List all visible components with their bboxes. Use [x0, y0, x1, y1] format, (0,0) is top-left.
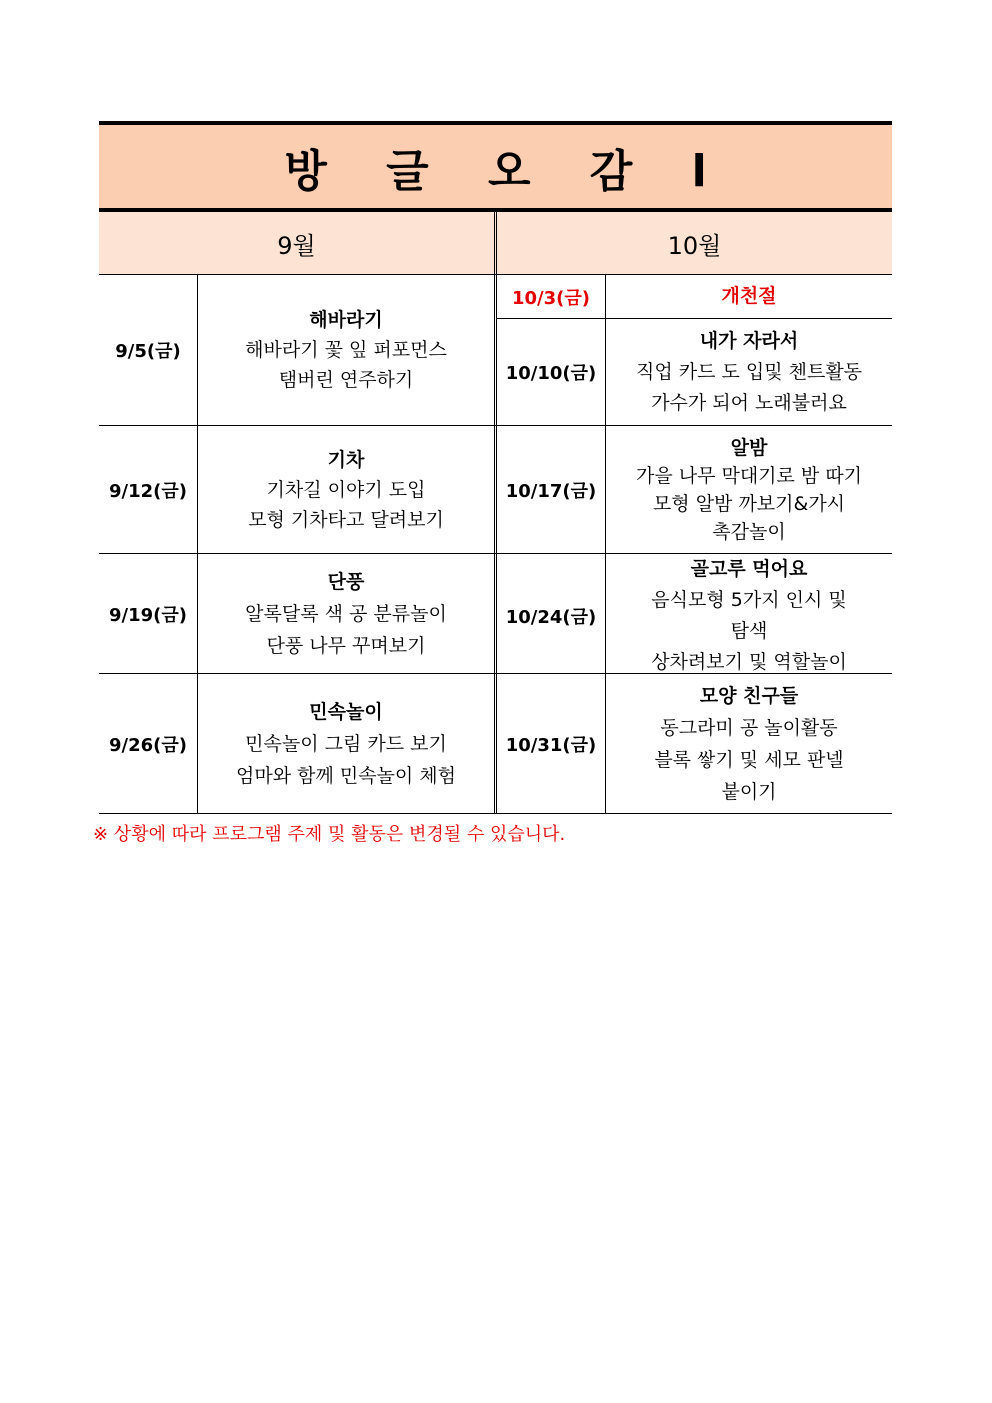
sep-date-cell: 9/19(금)	[99, 554, 198, 673]
oct-date-cell: 10/3(금)	[497, 275, 606, 318]
oct-block	[497, 554, 892, 673]
schedule-change-note: ※ 상황에 따라 프로그램 주제 및 활동은 변경될 수 있습니다.	[93, 824, 566, 845]
activity-line: 모형 알밤 까보기&가시	[652, 492, 846, 515]
activity-line: 가수가 되어 노래불러요	[651, 391, 847, 414]
sep-topic: 해바라기	[309, 309, 383, 331]
table-row	[99, 426, 892, 554]
oct-subrow	[497, 674, 892, 813]
activity-line: 상차려보기 및 역할놀이	[651, 651, 847, 673]
oct-topic: 내가 자라서	[699, 329, 799, 352]
oct-date-cell: 10/31(금)	[497, 674, 606, 813]
oct-content-cell	[606, 426, 892, 553]
oct-subrow	[497, 318, 892, 425]
oct-date-cell: 10/10(금)	[497, 319, 606, 425]
schedule-sheet	[99, 121, 892, 814]
oct-block	[497, 426, 892, 553]
sep-content-cell	[198, 275, 494, 425]
oct-block	[497, 674, 892, 813]
oct-date-cell: 10/24(금)	[497, 554, 606, 678]
activity-line: 알록달록 색 공 분류놀이	[245, 602, 447, 625]
oct-content-cell	[606, 554, 892, 678]
sep-content-cell	[198, 674, 494, 813]
activity-line: 민속놀이 그림 카드 보기	[245, 732, 447, 755]
oct-subrow	[497, 554, 892, 678]
month-header-october: 10월	[667, 231, 722, 260]
activity-line: 엄마와 함께 민속놀이 체험	[235, 764, 456, 787]
page-title: 방 글 오 감 l	[284, 145, 729, 197]
table-row	[99, 674, 892, 814]
sep-content-cell	[198, 426, 494, 553]
activity-line: 블록 쌓기 및 세모 판넬	[654, 748, 844, 771]
sep-topic: 기차	[327, 448, 365, 471]
activity-line: 해바라기 꽃 잎 퍼포먼스	[245, 339, 447, 361]
sep-date-cell: 9/26(금)	[99, 674, 198, 813]
month-header-september: 9월	[277, 231, 316, 260]
activity-line: 붙이기	[721, 780, 777, 803]
oct-topic: 골고루 먹어요	[690, 558, 808, 580]
activity-line: 음식모형 5가지 인시 및	[651, 589, 847, 611]
oct-content-cell	[606, 674, 892, 813]
oct-subrow	[497, 275, 892, 318]
holiday-label: 개천절	[721, 285, 777, 307]
activity-line: 동그라미 공 놀이활동	[660, 716, 838, 739]
oct-subrow	[497, 426, 892, 553]
sep-topic: 단풍	[327, 570, 365, 593]
activity-line: 탐색	[730, 620, 768, 642]
activity-line: 직업 카드 도 입및 첸트활동	[635, 360, 863, 383]
oct-topic: 알밤	[730, 436, 768, 459]
month-header-row	[99, 212, 892, 275]
title-bar	[99, 121, 892, 212]
activity-line: 촉감놀이	[712, 520, 786, 543]
oct-topic: 모양 친구들	[699, 684, 799, 707]
sep-content-cell	[198, 554, 494, 673]
activity-line: 모형 기차타고 달려보기	[248, 508, 444, 531]
oct-content-cell	[606, 319, 892, 425]
oct-date-cell: 10/17(금)	[497, 426, 606, 553]
oct-block	[497, 275, 892, 425]
sep-topic: 민속놀이	[309, 700, 383, 723]
table-row	[99, 275, 892, 426]
sep-date-cell: 9/5(금)	[99, 275, 198, 425]
sep-date-cell: 9/12(금)	[99, 426, 198, 553]
activity-line: 기차길 이야기 도입	[266, 478, 426, 501]
activity-line: 탬버린 연주하기	[278, 369, 414, 391]
table-row	[99, 554, 892, 674]
oct-content-cell	[606, 275, 892, 318]
activity-line: 가을 나무 막대기로 밤 따기	[635, 464, 863, 487]
activity-line: 단풍 나무 꾸며보기	[266, 634, 426, 657]
